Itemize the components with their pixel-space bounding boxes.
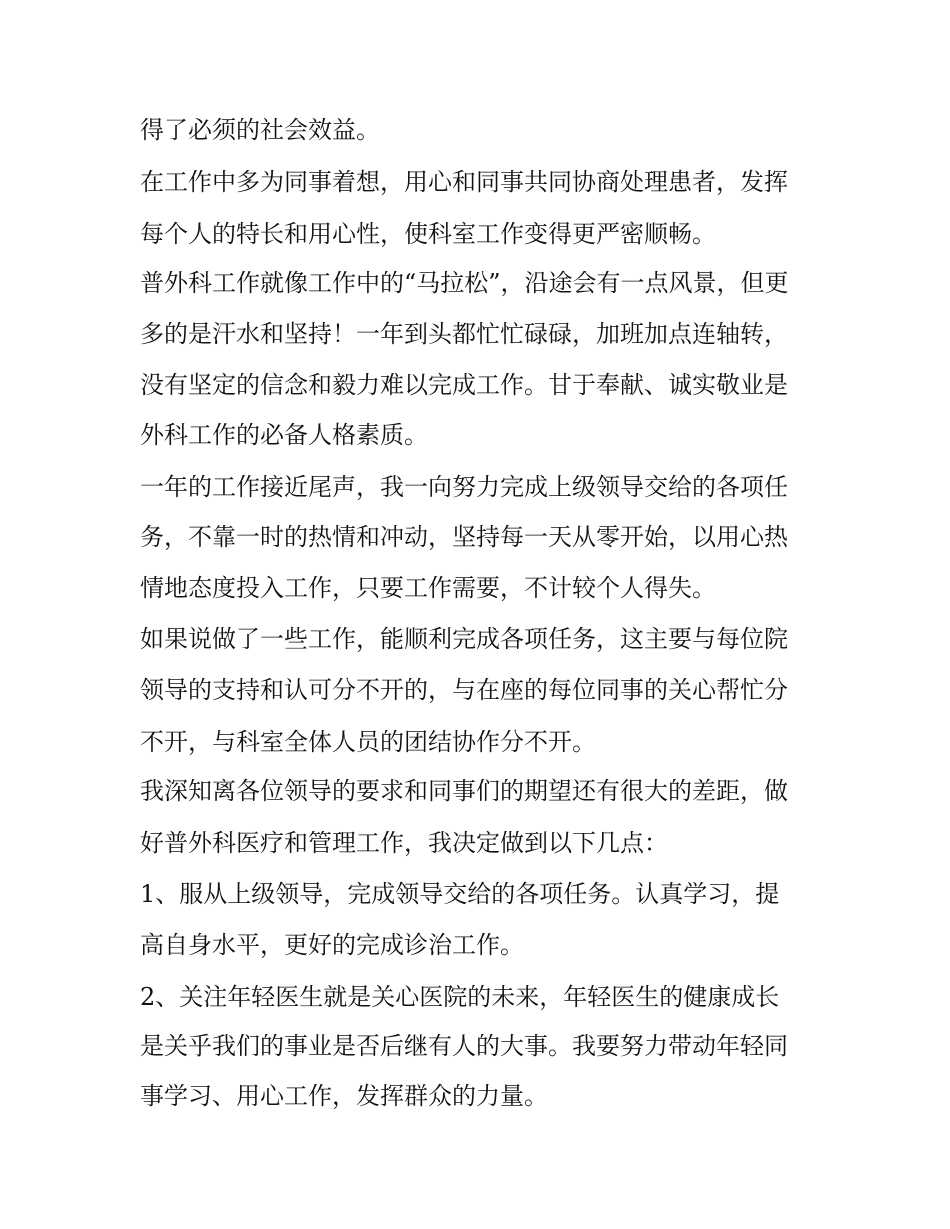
text-line: 如果说做了一些工作，能顺利完成各项任务，这主要与每位院 [140,625,788,653]
text-line: 是关乎我们的事业是否后继有人的大事。我要努力带动年轻同 [140,1032,788,1060]
text-line: 没有坚定的信念和毅力难以完成工作。甘于奉献、诚实敬业是 [140,371,788,399]
text-line: 2、关注年轻医生就是关心医院的未来，年轻医生的健康成长 [140,983,780,1011]
text-line: 不开，与科室全体人员的团结协作分不开。 [140,728,596,756]
text-line: 外科工作的必备人格素质。 [140,421,428,449]
text-line: 我深知离各位领导的要求和同事们的期望还有很大的差距，做 [140,777,788,805]
text-line: 领导的支持和认可分不开的，与在座的每位同事的关心帮忙分 [140,676,788,704]
text-line: 好普外科医疗和管理工作，我决定做到以下几点： [140,829,668,857]
text-line: 多的是汗水和坚持！一年到头都忙忙碌碌，加班加点连轴转， [140,320,788,348]
text-line: 得了必须的社会效益。 [140,116,380,144]
text-line: 在工作中多为同事着想，用心和同事共同协商处理患者，发挥 [140,168,788,196]
text-line: 情地态度投入工作，只要工作需要，不计较个人得失。 [140,574,716,602]
text-line: 一年的工作接近尾声，我一向努力完成上级领导交给的各项任 [140,473,788,501]
text-line: 普外科工作就像工作中的“马拉松”，沿途会有一点风景，但更 [140,269,789,297]
text-line: 1、服从上级领导，完成领导交给的各项任务。认真学习，提 [140,880,780,908]
text-line: 高自身水平，更好的完成诊治工作。 [140,931,524,959]
text-line: 每个人的特长和用心性，使科室工作变得更严密顺畅。 [140,220,716,248]
text-line: 事学习、用心工作，发挥群众的力量。 [140,1082,548,1110]
text-line: 务，不靠一时的热情和冲动，坚持每一天从零开始，以用心热 [140,523,788,551]
